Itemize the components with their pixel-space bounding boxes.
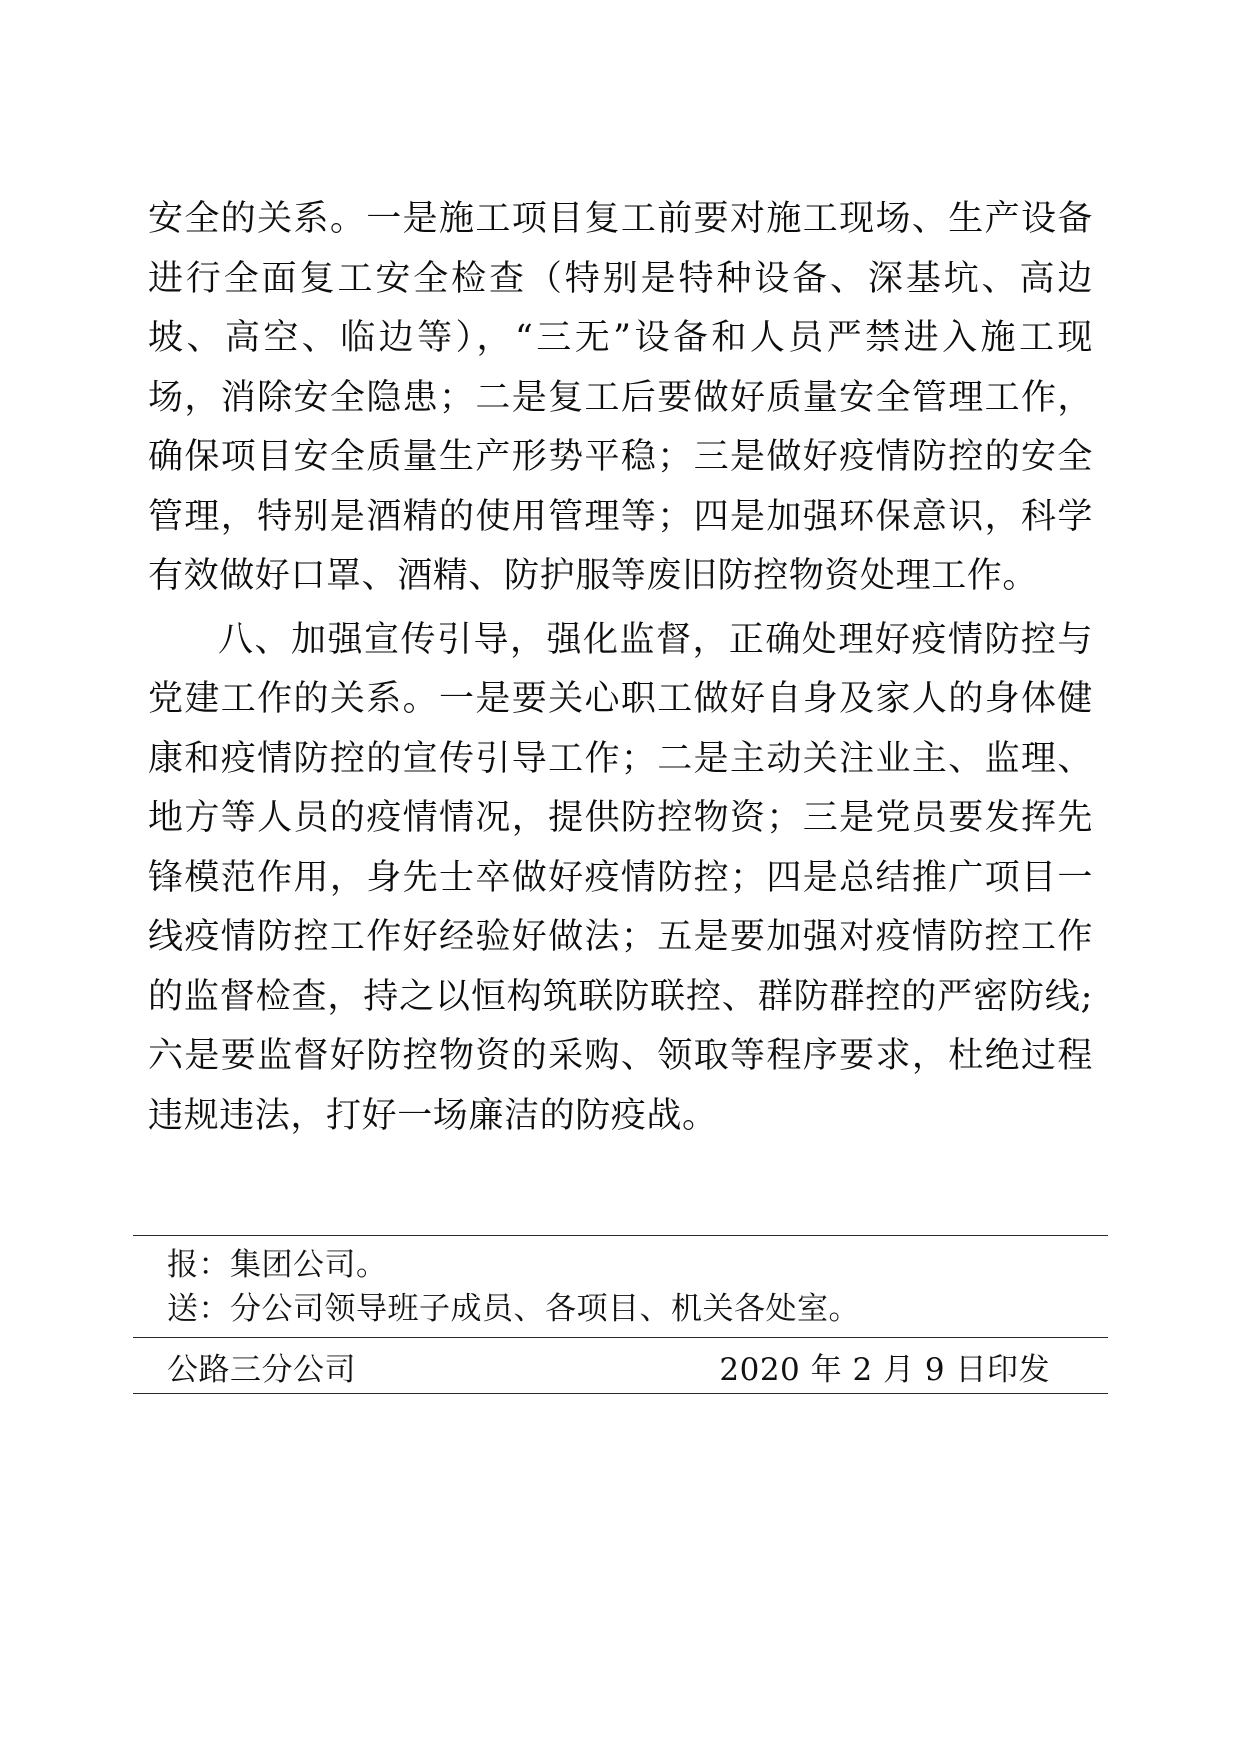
footer-issue-date: 2020 年 2 月 9 日印发 xyxy=(719,1352,1050,1388)
footer-report-line: 报：集团公司。 xyxy=(167,1247,388,1284)
footer-bottom-divider xyxy=(133,1393,1108,1394)
footer-issuer: 公路三分公司 xyxy=(167,1352,356,1388)
footer-distribution xyxy=(133,1236,1108,1337)
document-footer xyxy=(133,1235,1108,1394)
footer-issuer-row xyxy=(133,1338,1108,1393)
paragraph-section-eight: 八、加强宣传引导，强化监督，正确处理好疫情防控与党建工作的关系。一是要关心职工做好自身及家人的身体健康和疫情防控的宣传引导工作；二是主动关注业主、监理、地方等人员的疫情情况，提供防控物资；三是党员要发挥先锋模范作用，身先士卒做好疫情防控；四是总结推广项目一线疫情防控工作好经验好做法；五是要加强对疫情防控工作的监督检查，持之以恒构筑联防联控、群防群控的严密防线;六是要监督好防控物资的采购、领取等程序要求，杜绝过程违规违法，打好一场廉洁的防疫战。 xyxy=(148,619,1093,1136)
paragraph-section-seven-continued: 安全的关系。一是施工项目复工前要对施工现场、生产设备进行全面复工安全检查（特别是特种设备、深基坑、高边坡、高空、临边等），“三无”设备和人员严禁进入施工现场，消除安全隐患；二是复工后要做好质量安全管理工作，确保项目安全质量生产形势平稳；三是做好疫情防控的安全管理，特别是酒精的使用管理等；四是加强环保意识，科学有效做好口罩、酒精、防护服等废旧防控物资处理工作。 xyxy=(148,199,1093,596)
document-body xyxy=(148,190,1093,1146)
footer-send-line: 送：分公司领导班子成员、各项目、机关各处室。 xyxy=(167,1290,860,1327)
